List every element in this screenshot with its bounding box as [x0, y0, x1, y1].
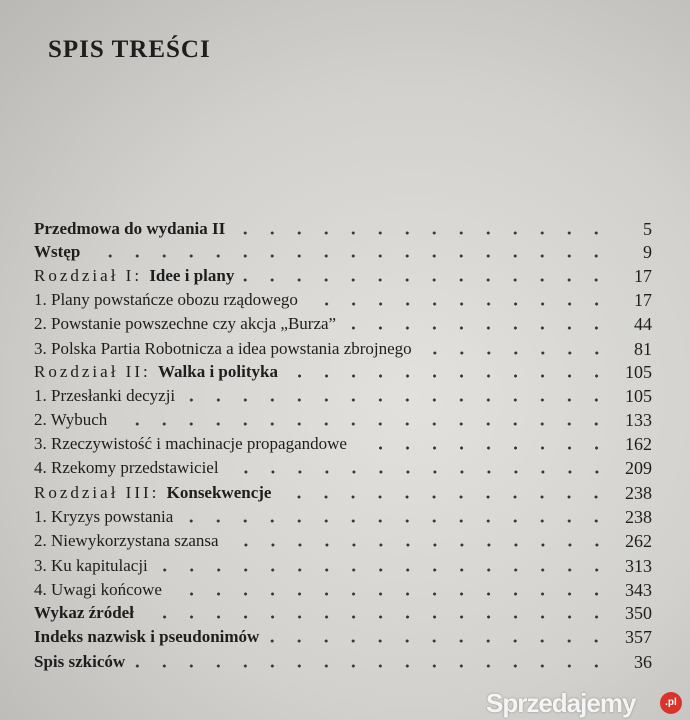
dot-leader — [115, 421, 610, 427]
toc-entry — [34, 530, 652, 552]
page-number: 133 — [625, 410, 652, 430]
page-number: 105 — [625, 386, 652, 406]
toc-entry — [34, 482, 652, 504]
dot-leader — [286, 373, 610, 379]
page-number: 238 — [625, 483, 652, 503]
chapter-title: Idee i plany — [149, 266, 235, 285]
toc-entry-title: 1. Plany powstańcze obozu rządowego — [34, 290, 298, 309]
toc-entry — [34, 289, 652, 311]
toc-entry — [34, 409, 652, 431]
toc-entry — [34, 218, 652, 240]
dot-leader — [242, 277, 610, 283]
toc-entry-title: 1. Przesłanki decyzji — [34, 386, 176, 405]
dot-leader — [355, 445, 610, 451]
dot-leader — [233, 230, 610, 236]
toc-entry-title — [34, 265, 234, 287]
toc-entry-title: 2. Powstanie powszechne czy akcja „Burza” — [34, 314, 337, 333]
page-number: 17 — [634, 290, 652, 310]
toc-entry — [34, 338, 652, 360]
toc-entry — [34, 651, 652, 673]
toc-entry-title: Wykaz źródeł — [34, 603, 134, 622]
dot-leader — [279, 494, 610, 500]
toc-entry-title: Indeks nazwisk i pseudonimów — [34, 627, 260, 646]
toc-entry — [34, 313, 652, 335]
dot-leader — [267, 638, 610, 644]
dot-leader — [181, 518, 610, 524]
dot-leader — [156, 567, 610, 573]
page-number: 44 — [634, 314, 652, 334]
page-number: 105 — [625, 362, 652, 382]
toc-entry-title: 3. Polska Partia Robotnicza a idea powstania zbrojnego — [34, 339, 412, 358]
toc-entry-title — [34, 361, 278, 383]
toc-entry-title: 2. Niewykorzystana szansa — [34, 531, 219, 550]
dot-leader — [142, 614, 610, 620]
dot-leader — [306, 301, 610, 307]
watermark-badge: .pl — [660, 692, 682, 714]
page-number: 238 — [625, 507, 652, 527]
page-number: 81 — [634, 339, 652, 359]
page-number: 209 — [625, 458, 652, 478]
chapter-prefix: Rozdział I: — [34, 266, 150, 285]
dot-leader — [227, 542, 610, 548]
page-number: 162 — [625, 434, 652, 454]
toc-entry — [34, 265, 652, 287]
toc-entry — [34, 361, 652, 383]
toc-entry-title: 2. Wybuch — [34, 410, 108, 429]
dot-leader — [133, 663, 610, 669]
page-number: 17 — [634, 266, 652, 286]
toc-entry-title: Wstęp — [34, 242, 81, 261]
chapter-prefix: Rozdział II: — [34, 362, 158, 381]
page-number: 9 — [643, 242, 652, 262]
toc-entry — [34, 579, 652, 601]
toc-entry-title — [34, 482, 271, 504]
page-number: 5 — [643, 219, 652, 239]
toc-entry — [34, 602, 652, 624]
page-title: SPIS TREŚCI — [48, 36, 211, 63]
page-number: 350 — [625, 603, 652, 623]
toc-entry — [34, 506, 652, 528]
toc-entry-title: Spis szkiców — [34, 652, 126, 671]
dot-leader — [183, 397, 610, 403]
dot-leader — [227, 469, 610, 475]
dot-leader — [420, 350, 610, 356]
toc-entry — [34, 433, 652, 455]
page-number: 262 — [625, 531, 652, 551]
page-number: 343 — [625, 580, 652, 600]
chapter-prefix: Rozdział III: — [34, 483, 167, 502]
toc-entry-title: 1. Kryzys powstania — [34, 507, 174, 526]
toc-entry — [34, 555, 652, 577]
toc-entry-title: 4. Uwagi końcowe — [34, 580, 162, 599]
toc-entry — [34, 241, 652, 263]
chapter-title: Konsekwencje — [166, 483, 272, 502]
watermark-logo: Sprzedajemy — [486, 688, 636, 718]
toc-entry-title: 3. Rzeczywistość i machinacje propagandowe — [34, 434, 347, 453]
toc-entry-title: Przedmowa do wydania II — [34, 219, 226, 238]
dot-leader — [344, 325, 610, 331]
dot-leader — [88, 253, 610, 259]
page-number: 36 — [634, 652, 652, 672]
toc-entry — [34, 626, 652, 648]
toc-entry — [34, 457, 652, 479]
toc-entry-title: 3. Ku kapitulacji — [34, 556, 148, 575]
chapter-title: Walka i polityka — [157, 362, 278, 381]
page-number: 357 — [625, 627, 652, 647]
dot-leader — [170, 591, 610, 597]
page-number: 313 — [625, 556, 652, 576]
toc-entry-title: 4. Rzekomy przedstawiciel — [34, 458, 219, 477]
toc-entry — [34, 385, 652, 407]
